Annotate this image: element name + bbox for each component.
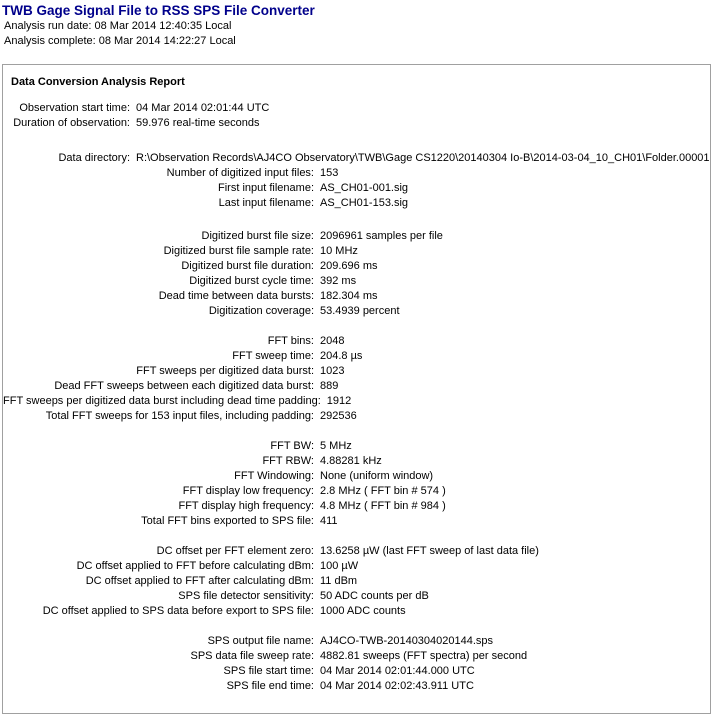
- row-value: AJ4CO-TWB-20140304020144.sps: [320, 635, 494, 647]
- row-label: Digitized burst file size:: [201, 230, 314, 242]
- row-value: 04 Mar 2014 02:01:44 UTC: [136, 102, 270, 114]
- report-row: [3, 454, 710, 469]
- row-value: 182.304 ms: [320, 290, 378, 302]
- report-row: [3, 274, 710, 289]
- row-value: 392 ms: [320, 275, 357, 287]
- row-label: Dead FFT sweeps between each digitized data burst:: [54, 380, 314, 392]
- row-label: SPS output file name:: [207, 635, 314, 647]
- report-row: [3, 574, 710, 589]
- row-value: 889: [320, 380, 339, 392]
- report-row: [3, 349, 710, 364]
- row-label: DC offset applied to FFT after calculating dBm:: [85, 575, 314, 587]
- row-label: Total FFT bins exported to SPS file:: [141, 515, 314, 527]
- row-label: FFT display low frequency:: [182, 485, 314, 497]
- page-title: TWB Gage Signal File to RSS SPS File Converter: [2, 3, 315, 18]
- report-heading: Data Conversion Analysis Report: [11, 76, 185, 88]
- row-value: 4.88281 kHz: [320, 455, 382, 467]
- report-row: [3, 379, 710, 394]
- row-label: Digitized burst file duration:: [181, 260, 314, 272]
- row-label: Data directory:: [58, 152, 130, 164]
- report-row: [3, 679, 710, 694]
- report-row: [3, 181, 710, 196]
- report-row: [3, 334, 710, 349]
- row-label: DC offset applied to FFT before calculating dBm:: [76, 560, 314, 572]
- report-row: [3, 559, 710, 574]
- row-label: FFT display high frequency:: [178, 500, 314, 512]
- row-label: FFT BW:: [270, 440, 314, 452]
- row-label: Duration of observation:: [13, 117, 130, 129]
- row-value: 10 MHz: [320, 245, 358, 257]
- report-row: [3, 116, 710, 131]
- row-value: 204.8 µs: [320, 350, 363, 362]
- report-group-fft-display: [3, 439, 710, 529]
- report-row: [3, 469, 710, 484]
- row-label: FFT Windowing:: [234, 470, 314, 482]
- report-row: [3, 101, 710, 116]
- row-value: 59.976 real-time seconds: [136, 117, 260, 129]
- row-label: FFT sweep time:: [232, 350, 314, 362]
- row-value: 5 MHz: [320, 440, 352, 452]
- analysis-complete: Analysis complete: 08 Mar 2014 14:22:27 Local: [4, 35, 236, 47]
- report-row: [3, 289, 710, 304]
- report-body: [3, 101, 710, 694]
- report-row: [3, 604, 710, 619]
- row-value: 50 ADC counts per dB: [320, 590, 429, 602]
- row-label: Digitized burst cycle time:: [189, 275, 314, 287]
- row-label: Last input filename:: [218, 197, 314, 209]
- row-value: 1000 ADC counts: [320, 605, 406, 617]
- report-row: [3, 394, 710, 409]
- row-label: SPS file detector sensitivity:: [178, 590, 314, 602]
- row-label: Number of digitized input files:: [166, 167, 314, 179]
- row-label: Digitized burst file sample rate:: [163, 245, 314, 257]
- row-label: Dead time between data bursts:: [158, 290, 314, 302]
- row-value: 4882.81 sweeps (FFT spectra) per second: [320, 650, 528, 662]
- row-value: None (uniform window): [320, 470, 434, 482]
- report-row: [3, 544, 710, 559]
- row-label: DC offset per FFT element zero:: [156, 545, 314, 557]
- row-label: SPS file start time:: [223, 665, 314, 677]
- row-value: 2048: [320, 335, 345, 347]
- row-value: 13.6258 µW (last FFT sweep of last data file): [320, 545, 539, 557]
- row-label: Digitization coverage:: [208, 305, 314, 317]
- row-label: First input filename:: [218, 182, 314, 194]
- report-box: [2, 64, 711, 714]
- report-row: [3, 499, 710, 514]
- row-label: DC offset applied to SPS data before export to SPS file:: [42, 605, 314, 617]
- row-value: 2096961 samples per file: [320, 230, 443, 242]
- row-value: AS_CH01-153.sig: [320, 197, 409, 209]
- report-row: [3, 196, 710, 211]
- row-label: FFT sweeps per digitized data burst:: [136, 365, 314, 377]
- report-row: [3, 229, 710, 244]
- row-value: 11 dBm: [320, 575, 358, 587]
- report-row: [3, 484, 710, 499]
- row-label: Total FFT sweeps for 153 input files, including padding:: [45, 410, 314, 422]
- report-group-digitized-burst: [3, 229, 710, 319]
- row-value: 04 Mar 2014 02:02:43.911 UTC: [320, 680, 474, 692]
- row-label: SPS data file sweep rate:: [190, 650, 314, 662]
- row-value: AS_CH01-001.sig: [320, 182, 409, 194]
- report-group-observation: [3, 101, 710, 131]
- row-value: 1912: [326, 395, 352, 407]
- report-row: [3, 304, 710, 319]
- report-row: [3, 514, 710, 529]
- row-value: 100 µW: [320, 560, 359, 572]
- row-value: 411: [320, 515, 338, 527]
- row-value: 1023: [320, 365, 345, 377]
- analysis-run-date: Analysis run date: 08 Mar 2014 12:40:35 Local: [4, 20, 232, 32]
- row-value: 2.8 MHz ( FFT bin # 574 ): [320, 485, 446, 497]
- row-value: 153: [320, 167, 339, 179]
- row-value: 209.696 ms: [320, 260, 378, 272]
- row-label: FFT sweeps per digitized data burst including dead time padding:: [3, 395, 321, 407]
- row-label: Observation start time:: [19, 102, 130, 114]
- report-row: [3, 439, 710, 454]
- report-row: [3, 649, 710, 664]
- report-row: [3, 634, 710, 649]
- report-group-dc-offset: [3, 544, 710, 619]
- row-value: 04 Mar 2014 02:01:44.000 UTC: [320, 665, 475, 677]
- report-group-input-files: [3, 151, 710, 211]
- row-label: SPS file end time:: [226, 680, 314, 692]
- report-row: [3, 364, 710, 379]
- row-value: 53.4939 percent: [320, 305, 400, 317]
- report-row: [3, 664, 710, 679]
- row-label: FFT bins:: [267, 335, 314, 347]
- row-value: R:\Observation Records\AJ4CO Observatory\TWB\Gage CS1220\20140304 Io-B\2014-03-04_10_CH01\Folder.00001: [136, 152, 710, 164]
- report-group-sps-output: [3, 634, 710, 694]
- report-row: [3, 589, 710, 604]
- row-value: 292536: [320, 410, 357, 422]
- report-row: [3, 166, 710, 181]
- row-value: 4.8 MHz ( FFT bin # 984 ): [320, 500, 446, 512]
- report-row: [3, 151, 710, 166]
- report-group-fft-sweeps: [3, 334, 710, 424]
- report-row: [3, 259, 710, 274]
- report-row: [3, 244, 710, 259]
- row-label: FFT RBW:: [262, 455, 314, 467]
- report-row: [3, 409, 710, 424]
